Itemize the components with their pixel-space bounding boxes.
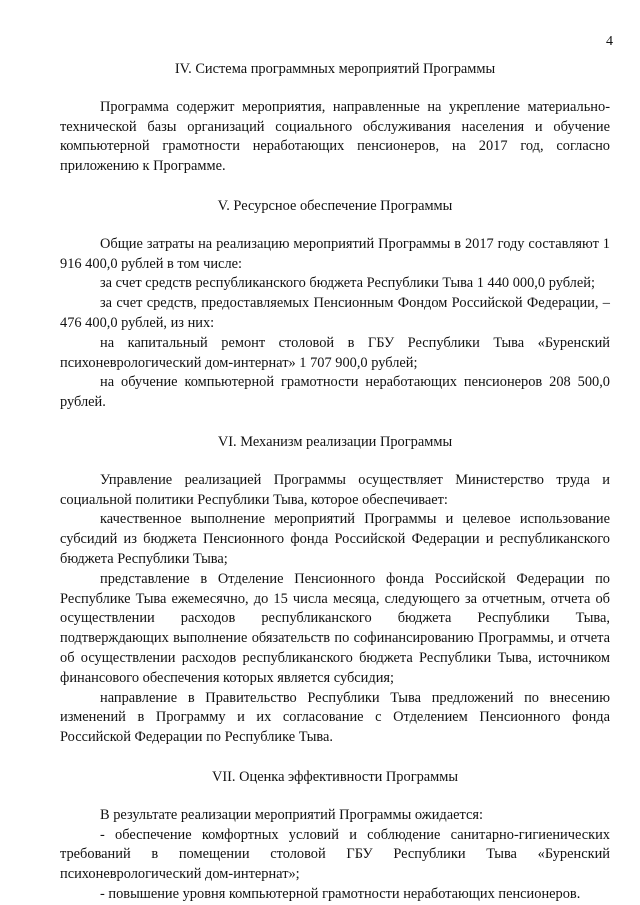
section-resources: [60, 197, 610, 413]
paragraph: представление в Отделение Пенсионного фонда Российской Федерации по Республике Тыва ежемесячно, до 15 числа месяца, следующего за отчетным, отчета об осуществлении расходов республиканского бюджета Республики Тыва, подтверждающих выполнение обязательств по софинансированию Программы, и отчета об осуществлении расходов республиканского бюджета Республики Тыва, источником финансового обеспечения которых является субсидия;: [60, 570, 610, 686]
paragraph: качественное выполнение мероприятий Программы и целевое использование субсидий из бюджета Пенсионного фонда Российской Федерации и республиканского бюджета Республики Тыва;: [60, 511, 610, 567]
page-number: 4: [606, 34, 613, 49]
paragraph: Управление реализацией Программы осуществляет Министерство труда и социальной политики Республики Тыва, которое обеспечивает:: [60, 471, 610, 508]
section-system-of-measures: [60, 60, 610, 177]
document-body: [60, 60, 610, 905]
paragraph: направление в Правительство Республики Тыва предложений по внесению изменений в Программу и их согласование с Отделением Пенсионного фонда Российской Федерации по Республике Тыва.: [60, 689, 610, 746]
section-mechanism: [60, 433, 610, 748]
paragraph: на капитальный ремонт столовой в ГБУ Республики Тыва «Буренский психоневрологический дом-интернат» 1 707 900,0 рублей;: [60, 334, 610, 371]
section-heading: IV. Система программных мероприятий Программы: [174, 61, 496, 77]
paragraph: - обеспечение комфортных условий и соблюдение санитарно-гигиенических требований в помещении столовой ГБУ Республики Тыва «Буренский психоневрологический дом-интернат»;: [60, 826, 610, 883]
section-heading: V. Ресурсное обеспечение Программы: [217, 197, 453, 214]
section-heading: VII. Оценка эффективности Программы: [211, 768, 459, 785]
paragraph: за счет средств республиканского бюджета Республики Тыва 1 440 000,0 рублей;: [100, 275, 595, 292]
section-heading: VI. Механизм реализации Программы: [217, 433, 453, 450]
paragraph: В результате реализации мероприятий Программы ожидается:: [100, 806, 483, 823]
paragraph: - повышение уровня компьютерной грамотности неработающих пенсионеров.: [100, 885, 581, 902]
paragraph: на обучение компьютерной грамотности неработающих пенсионеров 208 500,0 рублей.: [60, 374, 610, 411]
paragraph: Общие затраты на реализацию мероприятий Программы в 2017 году составляют 1 916 400,0 рублей в том числе:: [60, 235, 610, 272]
paragraph: за счет средств, предоставляемых Пенсионным Фондом Российской Федерации, – 476 400,0 рублей, из них:: [60, 295, 610, 331]
paragraph: Программа содержит мероприятия, направленные на укрепление материально-технической базы организаций социального обслуживания населения и обучение компьютерной грамотности неработающих пенсионеров, на 2017 год, согласно приложению к Программе.: [60, 98, 610, 175]
section-efficiency: [60, 768, 610, 905]
